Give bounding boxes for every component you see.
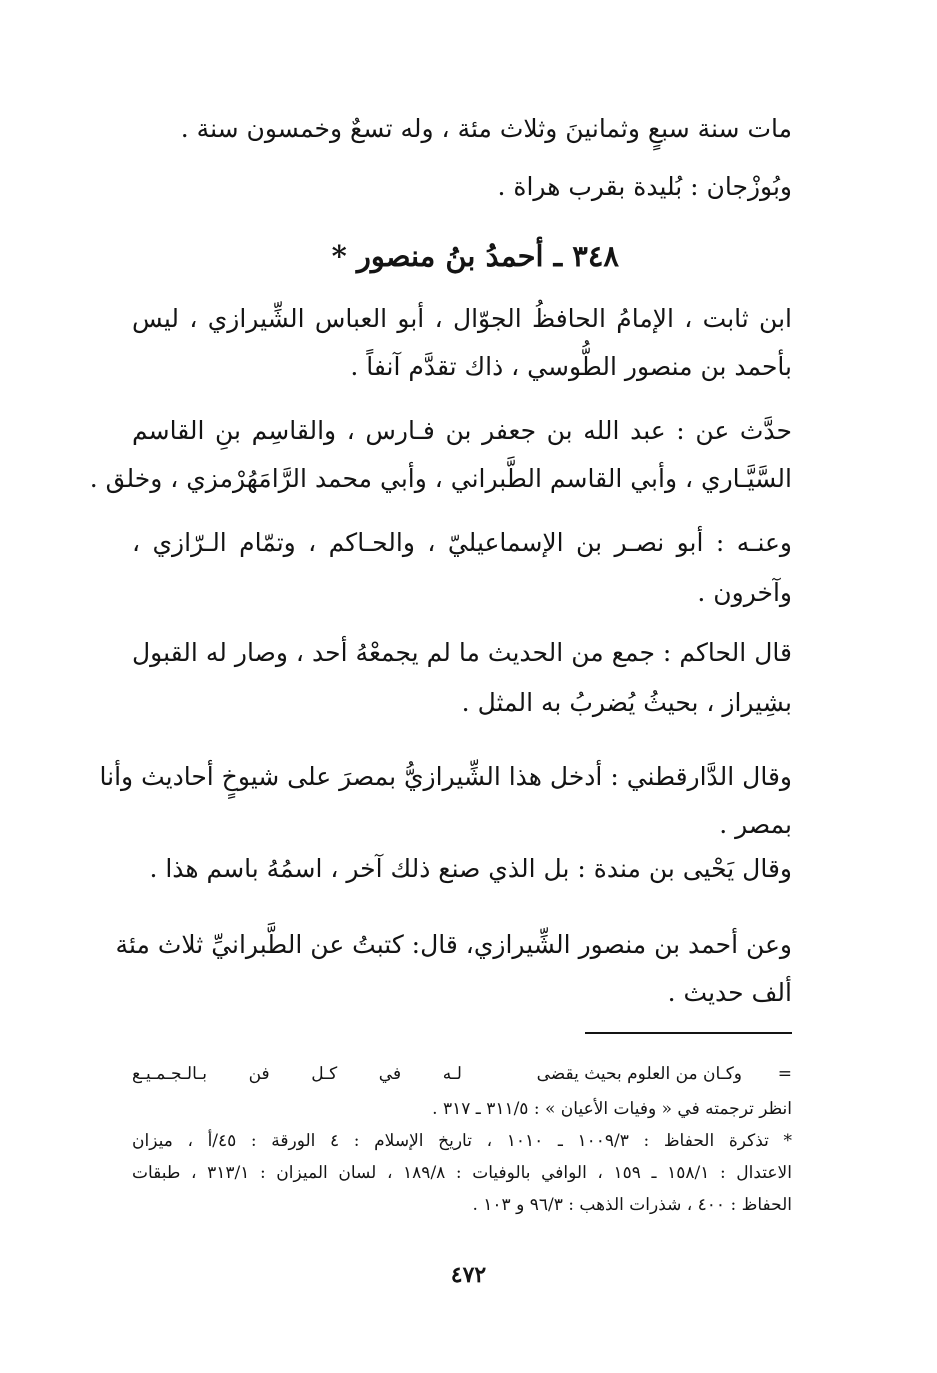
text-line-15: ألف حديث .	[667, 978, 792, 1007]
text-line-5: حدَّث عن : عبد الله بن جعفر بن فـارس ، والقاسِم بنِ القاسم	[132, 416, 792, 445]
footnote-line-2: * تذكرة الحفاظ : ١٠٠٩/٣ ـ ١٠١٠ ، تاريخ الإسلام : ٤ الورقة : ٤٥/أ ، ميزان	[132, 1131, 792, 1151]
text-line-4: بأحمد بن منصور الطُّوسي ، ذاك تقدَّم آنفاً .	[350, 352, 792, 381]
footnote-separator	[585, 1032, 792, 1034]
text-line-1: مات سنة سبعٍ وثمانينَ وثلاث مئة ، وله تسعٌ وخمسون سنة .	[180, 114, 792, 143]
footnote-line-3: الاعتدال : ١٥٨/١ ـ ١٥٩ ، الوافي بالوفيات : ١٨٩/٨ ، لسان الميزان : ٣١٣/١ ، طبقات	[132, 1163, 792, 1183]
text-line-14: وعن أحمد بن منصور الشِّيرازي، قال: كتبتُ عن الطَّبرانيِّ ثلاث مئة	[115, 930, 792, 959]
footnote-line-4: الحفاظ : ٤٠٠ ، شذرات الذهب : ٩٦/٣ و ١٠٣ .	[472, 1195, 792, 1215]
text-line-10: بشِيراز ، بحيثُ يُضربُ به المثل .	[461, 688, 792, 717]
continuation-mark: =	[777, 1064, 792, 1084]
text-line-13: وقال يَحْيى بن مندة : بل الذي صنع ذلك آخر ، اسمُهُ باسم هذا .	[149, 854, 792, 883]
text-line-11: وقال الدَّارقطني : أدخل هذا الشِّيرازيُّ بمصرَ على شيوخٍ أحاديث وأنا	[99, 762, 792, 791]
text-line-2: وبُوزْجان : بُليدة بقرب هراة .	[497, 172, 792, 201]
text-line-12: بمصر .	[719, 810, 792, 839]
text-line-7: وعنـه : أبو نصـر بن الإسماعيليّ ، والحـاكم ، وتمّام الـرّازي ،	[132, 528, 792, 557]
text-line-6: السَّيَّـاري ، وأبي القاسم الطَّبراني ، وأبي محمد الرَّامَهُرْمزي ، وخلق .	[89, 464, 792, 493]
text-line-3: ابن ثابت ، الإمامُ الحافظُ الجوّال ، أبو العباس الشِّيرازي ، ليس	[132, 304, 792, 333]
verse-first-hemistich: وكـان من العلوم بحيث يقضى	[536, 1064, 742, 1084]
entry-heading: ٣٤٨ ـ أحمدُ بنُ منصور *	[331, 239, 619, 273]
footnote-line-1: انظر ترجمته في « وفيات الأعيان » : ٣١١/٥ ـ ٣١٧ .	[432, 1099, 792, 1119]
text-line-8: وآخرون .	[697, 578, 792, 607]
text-line-9: قال الحاكم : جمع من الحديث ما لم يجمعْهُ أحد ، وصار له القبول	[132, 638, 792, 667]
page-number: ٤٧٢	[450, 1262, 487, 1288]
verse-second-hemistich: لـه في كـل فن بـالـجـمـيـع	[132, 1064, 462, 1084]
